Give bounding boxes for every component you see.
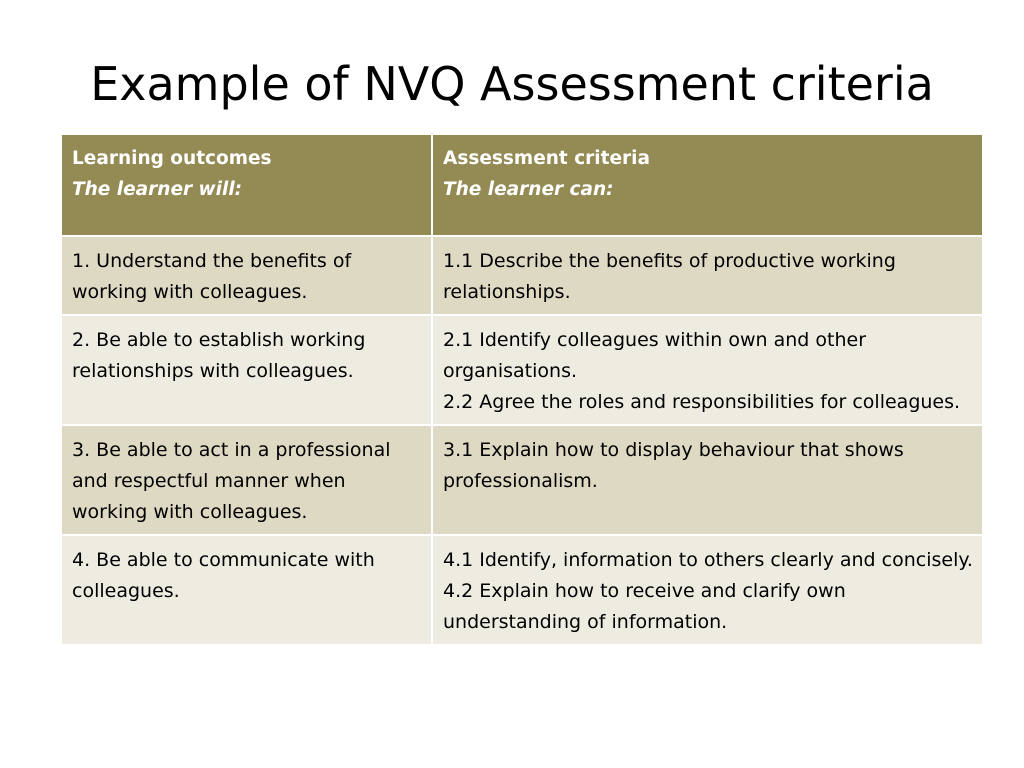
criterion-text: 4.2 Explain how to receive and clarify own understanding of information. [443,580,846,633]
header-assessment-criteria [432,134,983,236]
header-assessment-criteria-subtitle: The learner can: [443,179,614,200]
learning-outcome-cell: 1. Understand the benefits of working with colleagues. [61,236,432,315]
criterion-text: 4.1 Identify, information to others clearly and concisely. [443,549,973,571]
table-row [61,425,983,535]
criterion-text: 2.1 Identify colleagues within own and other organisations. [443,329,867,382]
learning-outcome-cell: 2. Be able to establish working relationships with colleagues. [61,315,432,425]
learning-outcome-cell: 3. Be able to act in a professional and respectful manner when working with colleagues. [61,425,432,535]
header-learning-outcomes [61,134,432,236]
assessment-criteria-cell [432,535,983,645]
table-row [61,236,983,315]
header-learning-outcomes-subtitle: The learner will: [72,179,243,200]
header-assessment-criteria-title: Assessment criteria [443,148,650,169]
assessment-criteria-table [60,133,984,646]
assessment-criteria-cell [432,236,983,315]
assessment-criteria-cell [432,425,983,535]
slide-title: Example of NVQ Assessment criteria [90,57,934,111]
criterion-text: 3.1 Explain how to display behaviour that shows professionalism. [443,439,904,492]
criterion-text: 2.2 Agree the roles and responsibilities for colleagues. [443,391,961,413]
table-row [61,535,983,645]
header-learning-outcomes-title: Learning outcomes [72,148,272,169]
assessment-criteria-cell [432,315,983,425]
table-header-row [61,134,983,236]
learning-outcome-cell: 4. Be able to communicate with colleagues. [61,535,432,645]
table-row [61,315,983,425]
criterion-text: 1.1 Describe the benefits of productive working relationships. [443,250,896,303]
